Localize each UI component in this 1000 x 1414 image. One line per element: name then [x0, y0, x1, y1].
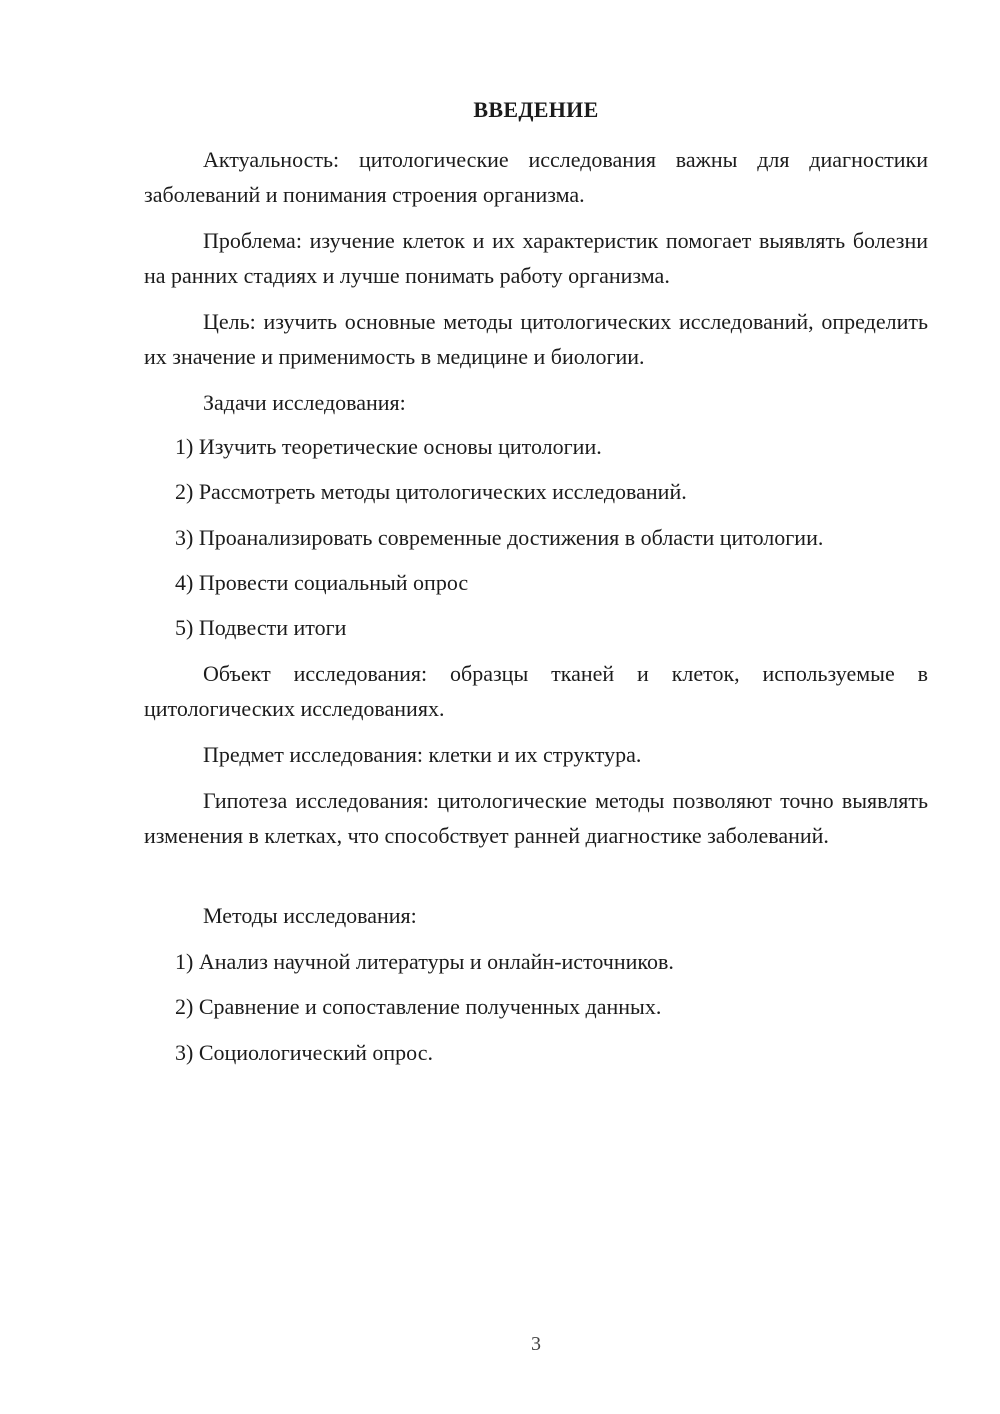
tasks-heading: Задачи исследования: — [203, 390, 406, 415]
goal-paragraph: Цель: изучить основные методы цитологических исследований, определить их значение и применимость в медицине и биологии. — [144, 309, 928, 369]
method-item: 3) Социологический опрос. — [175, 1040, 433, 1065]
task-item: 2) Рассмотреть методы цитологических исследований. — [175, 479, 687, 504]
method-item: 2) Сравнение и сопоставление полученных данных. — [175, 994, 662, 1019]
methods-heading: Методы исследования: — [203, 903, 417, 928]
task-item: 5) Подвести итоги — [175, 615, 347, 640]
section-title: ВВЕДЕНИЕ — [473, 97, 599, 122]
problem-paragraph: Проблема: изучение клеток и их характеристик помогает выявлять болезни на ранних стадиях и лучше понимать работу организма. — [144, 228, 928, 288]
object-paragraph: Объект исследования: образцы тканей и клеток, используемые в цитологических исследованиях. — [144, 661, 928, 721]
relevance-paragraph: Актуальность: цитологические исследования важны для диагностики заболеваний и понимания строения организма. — [144, 147, 928, 207]
task-item: 3) Проанализировать современные достижения в области цитологии. — [175, 525, 824, 550]
task-item: 4) Провести социальный опрос — [175, 570, 469, 595]
subject-paragraph: Предмет исследования: клетки и их структура. — [203, 742, 642, 767]
task-item: 1) Изучить теоретические основы цитологии. — [175, 434, 602, 459]
hypothesis-paragraph: Гипотеза исследования: цитологические методы позволяют точно выявлять изменения в клетках, что способствует ранней диагностике заболеваний. — [144, 788, 928, 848]
page-number: 3 — [531, 1333, 541, 1355]
method-item: 1) Анализ научной литературы и онлайн-источников. — [175, 949, 674, 974]
